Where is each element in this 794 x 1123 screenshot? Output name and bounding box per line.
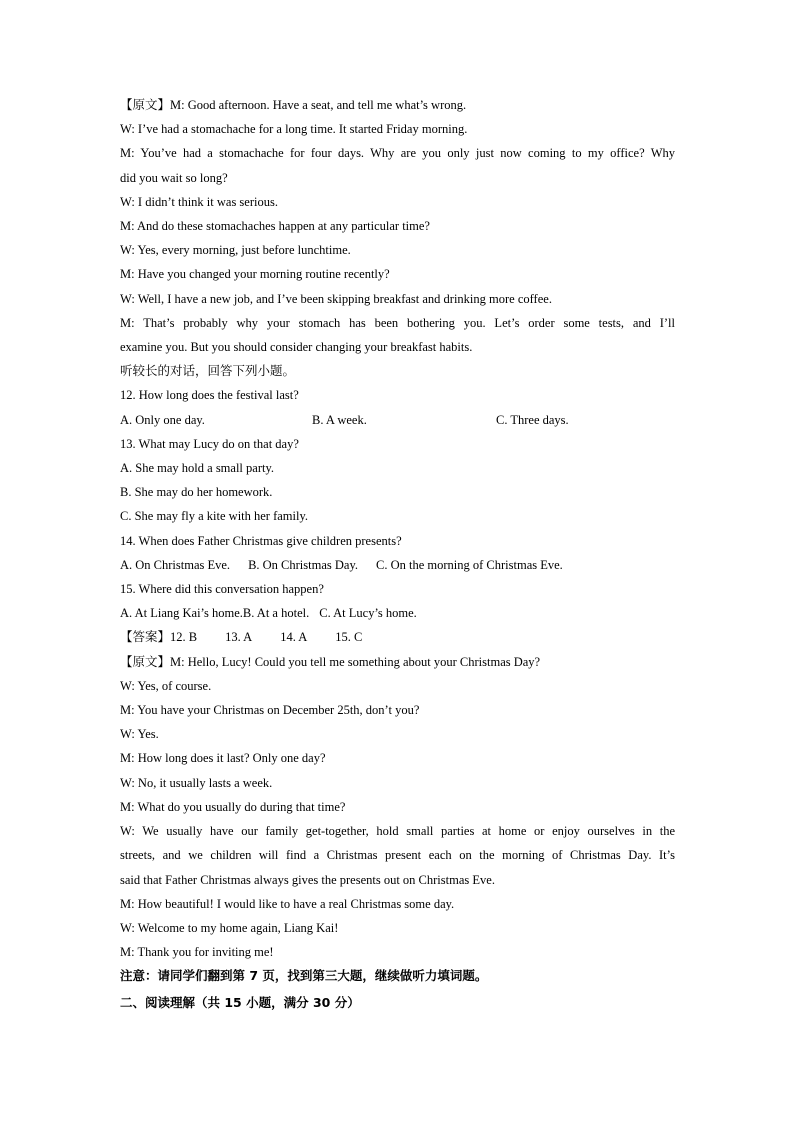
transcript2-line-6: M: What do you usually do during that time? <box>120 799 346 814</box>
document-content <box>120 93 675 1015</box>
transcript1-line-6: W: Yes, every morning, just before lunchtime. <box>120 243 351 258</box>
question-12-options <box>120 408 675 432</box>
question-15-options <box>120 601 675 625</box>
transcript2-line-5: W: No, it usually lasts a week. <box>120 775 273 790</box>
option-c: C. Three days. <box>496 412 569 427</box>
option-c: C. She may fly a kite with her family. <box>120 509 309 524</box>
option-b: B. On Christmas Day. <box>248 557 359 572</box>
transcript2-line-3: W: Yes. <box>120 727 159 742</box>
transcript1-line-9: M: That’s probably why your stomach has been bothering you. Let’s order some tests, and I’ll <box>120 315 675 330</box>
transcript1-line-2: M: You’ve had a stomachache for four days. Why are you only just now coming to my office? Why <box>120 146 675 161</box>
option-b: B. A week. <box>312 412 367 427</box>
question-12: 12. How long does the festival last? <box>120 388 299 403</box>
transcript-label: 【原文】 <box>120 653 171 669</box>
option-a: A. She may hold a small party. <box>120 461 275 476</box>
transcript1-line-5: M: And do these stomachaches happen at any particular time? <box>120 219 430 234</box>
transcript1-line-1: W: I’ve had a stomachache for a long time. It started Friday morning. <box>120 122 468 137</box>
answer-item: 13. A <box>225 630 253 645</box>
transcript2-line-10: M: How beautiful! I would like to have a real Christmas some day. <box>120 896 455 911</box>
question-13: 13. What may Lucy do on that day? <box>120 436 299 451</box>
transcript2-line-4: M: How long does it last? Only one day? <box>120 751 326 766</box>
answer-item: 12. B <box>170 630 198 645</box>
transcript1-line-3: did you wait so long? <box>120 170 228 185</box>
transcript2-line-1: W: Yes, of course. <box>120 678 212 693</box>
answer-item: 14. A <box>280 630 308 645</box>
transcript1-line-10: examine you. But you should consider changing your breakfast habits. <box>120 340 473 355</box>
option-b: B. At a hotel. <box>242 606 310 621</box>
answer-label: 【答案】 <box>120 629 171 645</box>
transcript2-line-7: W: We usually have our family get-together, hold small parties at home or enjoy ourselves in the <box>120 824 675 839</box>
answer-item: 15. C <box>335 630 363 645</box>
question-15: 15. Where did this conversation happen? <box>120 582 324 597</box>
option-a: A. On Christmas Eve. <box>120 557 231 572</box>
transcript-label: 【原文】 <box>120 97 171 112</box>
question-14: 14. When does Father Christmas give children presents? <box>120 533 402 548</box>
transcript2-line-8: streets, and we children will find a Christmas present each on the morning of Christmas Day. It’s <box>120 848 675 863</box>
option-a: A. At Liang Kai’s home. <box>120 606 243 621</box>
transcript1-line-0: 【原文】M: Good afternoon. Have a seat, and tell me what’s wrong. <box>120 97 467 112</box>
notice: 注意：请同学们翻到第 7 页，找到第三大题，继续做听力填词题。 <box>120 968 488 984</box>
transcript2-line-0: 【原文】M: Hello, Lucy! Could you tell me something about your Christmas Day? <box>120 653 541 669</box>
listening-instruction: 听较长的对话，回答下列小题。 <box>120 363 296 379</box>
transcript2-line-11: W: Welcome to my home again, Liang Kai! <box>120 920 339 935</box>
answer-key <box>120 625 675 649</box>
option-c: C. At Lucy’s home. <box>319 606 417 621</box>
transcript1-line-7: M: Have you changed your morning routine recently? <box>120 267 390 282</box>
transcript2-line-12: M: Thank you for inviting me! <box>120 945 274 960</box>
option-b: B. She may do her homework. <box>120 485 273 500</box>
section-heading: 二、阅读理解（共 15 小题，满分 30 分） <box>120 994 360 1010</box>
question-14-options <box>120 553 675 577</box>
transcript2-line-9: said that Father Christmas always gives the presents out on Christmas Eve. <box>120 872 495 887</box>
option-a: A. Only one day. <box>120 412 205 427</box>
transcript2-line-2: M: You have your Christmas on December 25th, don’t you? <box>120 703 420 718</box>
option-c: C. On the morning of Christmas Eve. <box>376 557 563 572</box>
transcript1-line-8: W: Well, I have a new job, and I’ve been skipping breakfast and drinking more coffee. <box>120 291 552 306</box>
transcript1-line-4: W: I didn’t think it was serious. <box>120 194 278 209</box>
